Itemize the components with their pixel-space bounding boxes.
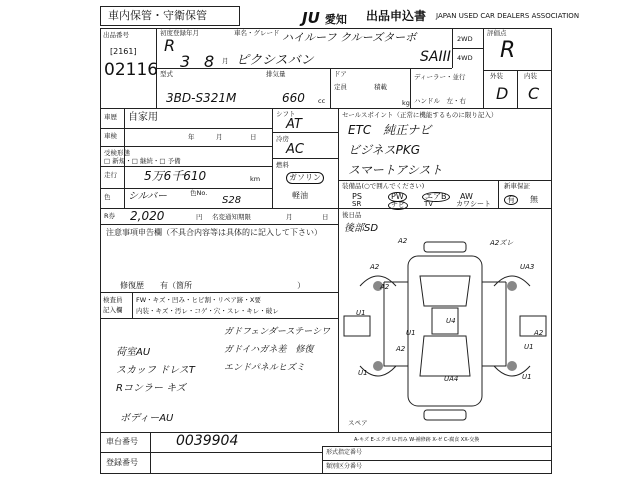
name-grade-line1: ハイルーフ クルーズターボ	[282, 31, 417, 44]
color-value: シルバー	[128, 191, 168, 202]
new-car-no: 無	[530, 195, 538, 204]
equip-seat: カワシート	[456, 200, 491, 208]
type-designation-label: 形式指定番号	[326, 449, 363, 456]
equipment-label: 装備品(○で囲んでください)	[342, 182, 425, 190]
sales-point-line2: ビジネスPKG	[348, 143, 421, 157]
diagram-mark-13: UA4	[444, 375, 459, 383]
diagram-mark-6: U1	[356, 309, 366, 317]
note-right-2: ガドイハガネ差 修復	[224, 345, 314, 355]
equip-airbag: エアB	[422, 192, 450, 202]
logo-mark: JU	[302, 9, 320, 27]
km-unit: km	[250, 175, 261, 183]
repair-history-close: ）	[297, 281, 306, 290]
sales-point-line3: スマートアシスト	[348, 163, 443, 177]
logo-text: 愛知	[324, 13, 347, 26]
doors-label: ドア	[334, 70, 347, 78]
class-number-label: 類別区分番号	[326, 463, 363, 470]
fuel-gasoline: ガソリン	[286, 172, 324, 184]
shaken-day-unit: 日	[250, 133, 257, 141]
chassis-label: 車台番号	[106, 437, 138, 446]
drive-4wd: 4WD	[457, 54, 473, 62]
reg-type-label: 車歴	[104, 113, 117, 121]
registration-year: 3	[180, 52, 191, 71]
drive-2wd: 2WD	[457, 35, 473, 43]
equip-navi: ナビ	[388, 201, 408, 210]
equip-ps: PS	[352, 192, 362, 201]
chassis-value: 0039904	[176, 433, 239, 449]
shaken-label: 車検	[104, 132, 117, 140]
name-change-month: 月	[286, 213, 293, 221]
diagram-mark-3: UA3	[520, 263, 535, 271]
recycle-label: R券	[104, 212, 116, 220]
after-item-value: 後部SD	[344, 223, 379, 234]
association-name: JAPAN USED CAR DEALERS ASSOCIATION	[436, 12, 580, 20]
lot-code: [2161]	[110, 47, 137, 56]
logo	[302, 8, 347, 27]
storage-label: 車内保管・守衛保管	[108, 9, 207, 22]
name-grade-grade: SAIII	[420, 49, 451, 65]
dealer-label: ディーラー・並行	[414, 73, 466, 81]
note-left-4: ボディーAU	[120, 413, 174, 424]
name-change-label: 名変通知期限	[212, 213, 251, 221]
model-label: 型式	[160, 70, 173, 78]
lot-number: 02116	[104, 60, 159, 80]
mileage-label: 走行	[104, 171, 117, 179]
name-grade-line2: ピクシスバン	[236, 53, 314, 68]
exterior-label: 外装	[490, 72, 503, 80]
registration-number-label: 登録番号	[106, 458, 138, 467]
diagram-mark-9: U1	[406, 329, 416, 337]
name-grade-label: 車名・グレード	[234, 29, 280, 37]
repair-history-label: 修復歴 有（箇所	[120, 281, 192, 290]
registration-era: R	[164, 36, 176, 55]
shift-label: シフト	[276, 110, 296, 118]
recycle-yen: 円	[196, 213, 203, 221]
registration-month-unit: 月	[222, 57, 229, 65]
exterior-value: D	[496, 84, 509, 103]
cooler-value: AC	[286, 142, 304, 157]
handle-label: ハンドル 左・右	[414, 97, 466, 105]
diagram-mark-10: U1	[524, 343, 534, 351]
note-left-2: スカッフ ドレスT	[116, 365, 195, 376]
history-label: 受検形態	[104, 149, 130, 157]
doc-title: 出品申込書	[366, 9, 427, 23]
equip-sr: SR	[352, 200, 362, 208]
mileage-value: 5万6千610	[144, 169, 207, 183]
model-value: 3BD-S321M	[166, 91, 237, 105]
repair-history	[120, 282, 305, 290]
diagram-mark-8: U4	[446, 317, 456, 325]
damage-legend: A-キズ E-エクボ U-凹み W-補修跡 X-ゼ C-腐食 XX-交換	[354, 437, 480, 443]
diagram-mark-12: U1	[358, 369, 368, 377]
diagram-mark-5: A2	[380, 283, 390, 291]
note-left-3: Rコンラー キズ	[116, 383, 186, 394]
color-no-label: 色No.	[190, 189, 208, 197]
diagram-mark-2: A2ズレ	[490, 239, 514, 247]
notes-label: 注意事項申告欄（不具合内容等は具体的に記入して下さい）	[106, 228, 322, 237]
shaken-month-unit: 月	[216, 133, 223, 141]
recycle-value: 2,020	[130, 209, 165, 223]
lot-label: 出品番号	[103, 31, 129, 39]
grade-value: R	[500, 38, 516, 63]
capacity-label: 定員	[334, 83, 347, 91]
equip-pw: PW	[388, 192, 407, 202]
interior-value: C	[528, 84, 540, 103]
kg-unit: kg	[402, 99, 410, 107]
color-no-value: S28	[222, 195, 242, 206]
sales-point-label: セールスポイント（正常に機能するものに限り記入）	[342, 111, 498, 119]
registration-label: 初度登録年月	[160, 29, 199, 37]
equip-tv: TV	[424, 200, 434, 208]
cooler-label: 冷房	[276, 135, 289, 143]
equip-aw: AW	[460, 192, 473, 201]
diagram-mark-7: A2	[534, 329, 544, 337]
load-label: 積載	[374, 83, 387, 91]
history-options: □ 新規・□ 継続・□ 予備	[104, 157, 181, 165]
registration-month: 8	[204, 52, 215, 71]
shift-value: AT	[286, 117, 302, 132]
diagram-mark-4: A2	[370, 263, 380, 271]
displacement-label: 排気量	[266, 70, 286, 78]
cc-unit: cc	[318, 97, 326, 105]
fuel-light-oil: 軽油	[292, 191, 308, 200]
inspector-label-1: 検査員	[103, 296, 123, 304]
shaken-year-unit: 年	[188, 133, 195, 141]
spare-label: スペア	[348, 419, 368, 427]
color-label: 色	[104, 193, 111, 201]
diagram-mark-1: A2	[398, 237, 408, 245]
note-right-1: ガドフェンダーステーシワ	[224, 327, 331, 337]
new-car-yes: 有	[504, 195, 518, 205]
inspection-row-1: FW・キズ・凹み・ヒビ割・リペア跡・X要	[136, 296, 261, 304]
diagram-mark-14: U1	[522, 373, 532, 381]
name-change-day: 日	[322, 213, 329, 221]
sales-point-line1: ETC 純正ナビ	[348, 123, 432, 137]
note-left-1: 荷室AU	[116, 347, 151, 358]
inspection-row-2: 内装・キズ・汚レ・コゲ・穴・スレ・キレ・破レ	[136, 307, 279, 315]
reg-type-value: 自家用	[128, 112, 158, 123]
interior-label: 内装	[524, 72, 537, 80]
grade-label: 評価点	[487, 29, 507, 37]
inspector-label-2: 記入欄	[103, 306, 123, 314]
new-car-label: 新車保証	[504, 182, 530, 190]
fuel-label: 燃料	[276, 161, 289, 169]
after-item-label: 後日品	[342, 211, 362, 219]
note-right-3: エンドパネルヒズミ	[224, 363, 305, 373]
displacement-value: 660	[282, 91, 305, 105]
diagram-mark-11: A2	[396, 345, 406, 353]
